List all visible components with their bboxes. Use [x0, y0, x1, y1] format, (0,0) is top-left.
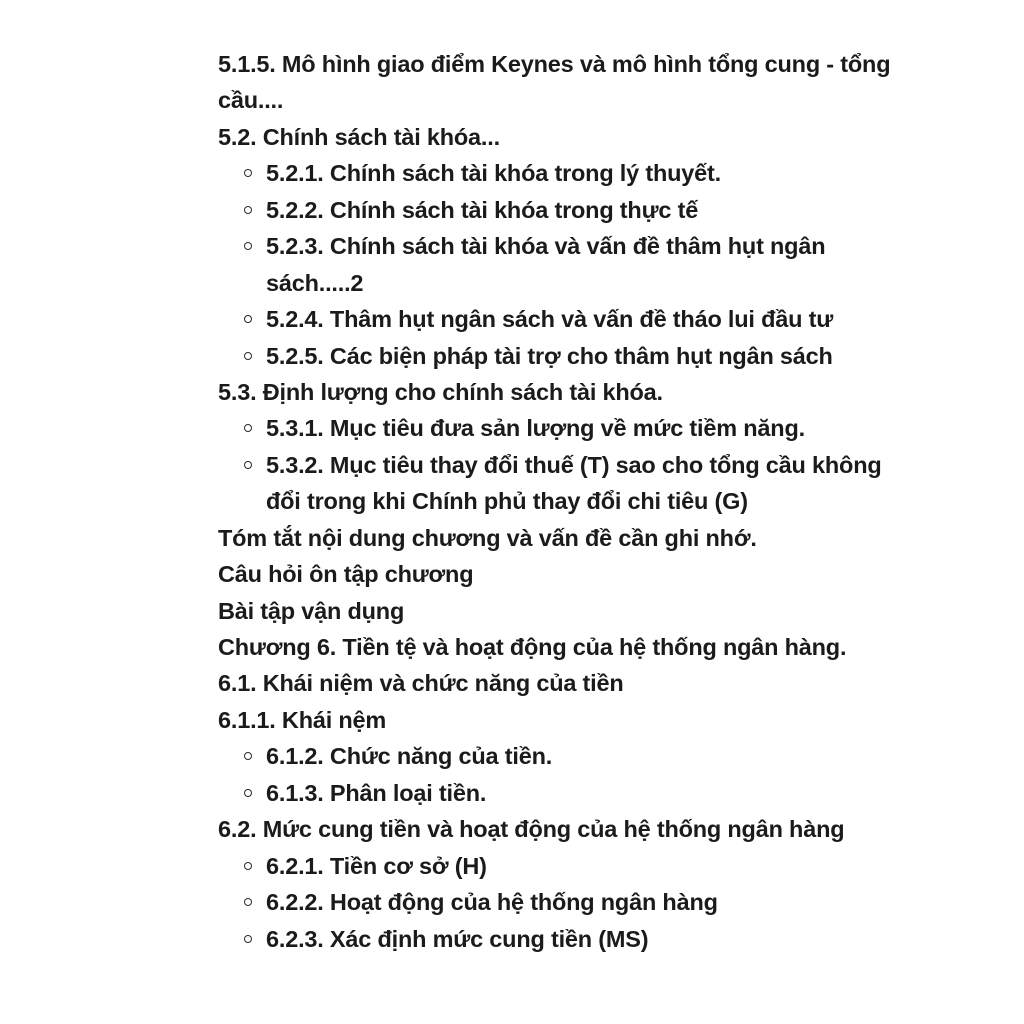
toc-line-text: 6.2. Mức cung tiền và hoạt động của hệ thống ngân hàng — [218, 816, 845, 843]
bullet-circle-icon — [244, 752, 252, 760]
toc-line-text: 6.1.1. Khái nệm — [218, 706, 387, 733]
toc-line — [218, 665, 878, 701]
toc-line — [218, 82, 878, 118]
toc-line-text: Bài tập vận dụng — [218, 597, 405, 624]
toc-line-text: 5.3.2. Mục tiêu thay đổi thuế (T) sao cho tổng cầu không — [266, 451, 882, 478]
bullet-circle-icon — [244, 169, 252, 177]
toc-line — [218, 374, 878, 410]
toc-line-text: 6.1.2. Chức năng của tiền. — [266, 743, 553, 770]
toc-line — [218, 593, 878, 629]
bullet-circle-icon — [244, 898, 252, 906]
toc-line — [218, 702, 878, 738]
toc-line — [218, 738, 878, 774]
toc-line-text: 6.2.1. Tiền cơ sở (H) — [266, 852, 487, 879]
bullet-circle-icon — [244, 242, 252, 250]
toc-line — [218, 884, 878, 920]
toc-line — [218, 228, 878, 264]
toc-line — [218, 848, 878, 884]
toc-line — [218, 629, 878, 665]
toc-line-text: 5.2.1. Chính sách tài khóa trong lý thuyết. — [266, 160, 721, 187]
toc-line-text: Chương 6. Tiền tệ và hoạt động của hệ thống ngân hàng. — [218, 634, 847, 660]
toc-line — [218, 811, 878, 847]
toc-line-text: 6.1. Khái niệm và chức năng của tiền — [218, 670, 624, 697]
toc-line-text: sách.....2 — [266, 269, 364, 296]
bullet-circle-icon — [244, 315, 252, 323]
toc-line — [218, 921, 878, 957]
bullet-circle-icon — [244, 862, 252, 870]
toc-line — [218, 46, 891, 82]
toc-line-text: 5.2.4. Thâm hụt ngân sách và vấn đề tháo lui đầu tư — [266, 306, 834, 333]
toc-line-text: 5.3.1. Mục tiêu đưa sản lượng về mức tiềm năng. — [266, 415, 805, 442]
toc-line-text: 6.1.3. Phân loại tiền. — [266, 779, 487, 806]
bullet-circle-icon — [244, 789, 252, 797]
toc-line — [218, 775, 878, 811]
toc-line — [218, 410, 878, 446]
bullet-circle-icon — [244, 352, 252, 360]
toc-line-text: 5.3. Định lượng cho chính sách tài khóa. — [218, 378, 663, 405]
toc-line-text: 5.2.5. Các biện pháp tài trợ cho thâm hụt ngân sách — [266, 342, 833, 369]
toc-line — [218, 192, 878, 228]
bullet-circle-icon — [244, 424, 252, 432]
bullet-circle-icon — [244, 206, 252, 214]
toc-line-text: Tóm tắt nội dung chương và vấn đề cần ghi nhớ. — [218, 524, 757, 551]
toc-line-text: 6.2.3. Xác định mức cung tiền (MS) — [266, 925, 649, 952]
toc-line — [218, 520, 878, 556]
toc-line-text: đổi trong khi Chính phủ thay đổi chi tiêu (G) — [266, 488, 748, 515]
bullet-circle-icon — [244, 935, 252, 943]
toc-line-text: 5.1.5. Mô hình giao điểm Keynes và mô hình tổng cung - tổng — [218, 51, 891, 77]
toc-line — [218, 483, 878, 519]
toc-line-text: 6.2.2. Hoạt động của hệ thống ngân hàng — [266, 889, 718, 916]
toc-line-text: Câu hỏi ôn tập chương — [218, 561, 474, 588]
toc-line — [218, 155, 878, 191]
bullet-circle-icon — [244, 461, 252, 469]
toc-list — [218, 46, 891, 957]
toc-line — [218, 301, 878, 337]
toc-line-text: cầu.... — [218, 87, 284, 114]
toc-line-text: 5.2. Chính sách tài khóa... — [218, 123, 500, 150]
toc-line-text: 5.2.2. Chính sách tài khóa trong thực tế — [266, 196, 699, 223]
toc-line — [218, 556, 878, 592]
toc-line — [218, 265, 878, 301]
toc-line — [218, 447, 882, 483]
toc-line — [218, 119, 878, 155]
toc-line-text: 5.2.3. Chính sách tài khóa và vấn đề thâm hụt ngân — [266, 233, 826, 260]
toc-line — [218, 338, 878, 374]
